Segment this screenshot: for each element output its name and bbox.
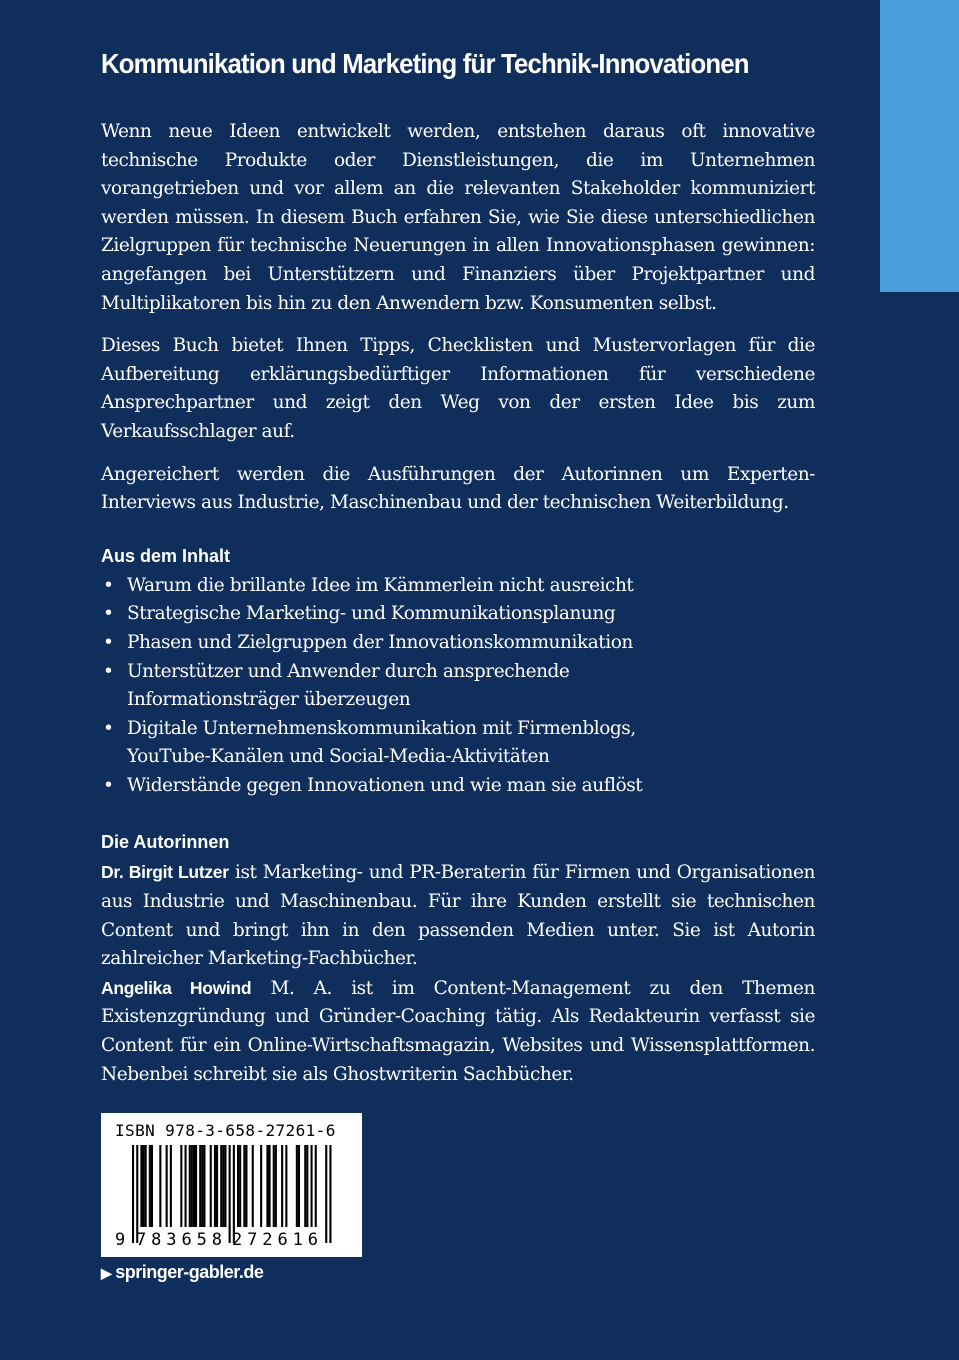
barcode-bar xyxy=(269,1145,271,1227)
barcode-bar xyxy=(329,1145,331,1243)
isbn-barcode xyxy=(101,1113,362,1257)
barcode-icon xyxy=(101,1113,362,1257)
barcode-bar xyxy=(170,1145,172,1227)
barcode-bar xyxy=(140,1145,142,1227)
barcode-bar xyxy=(233,1145,235,1243)
play-arrow-icon: ▶ xyxy=(101,1265,112,1281)
list-item-line: Phasen und Zielgruppen der Innovationskommunikation xyxy=(127,631,633,653)
barcode-bar xyxy=(237,1145,239,1227)
barcode-bar xyxy=(149,1145,151,1227)
barcode-bar xyxy=(229,1145,231,1243)
isbn-label: ISBN 978-3-658-27261-6 xyxy=(115,1121,336,1140)
barcode-bar xyxy=(191,1145,193,1227)
barcode-bar xyxy=(224,1145,226,1227)
authors-heading: Die Autorinnen xyxy=(101,832,230,853)
list-item xyxy=(101,772,815,801)
barcode-bar xyxy=(201,1145,203,1227)
barcode-bar xyxy=(285,1145,287,1227)
barcode-bar xyxy=(216,1145,218,1227)
bullet-icon: • xyxy=(103,631,114,653)
barcode-bar xyxy=(203,1145,205,1227)
barcode-bar xyxy=(239,1145,241,1227)
barcode-bar xyxy=(266,1145,268,1227)
contents-list xyxy=(101,572,815,801)
barcode-left-digits: 783658 xyxy=(136,1230,222,1250)
barcode-bar xyxy=(199,1145,201,1227)
author-bio-text: ist Marketing- und PR-Beraterin für Firmen und Organisationen aus Industrie und Maschinenbau. Für ihre Kunden erstellt sie technischen Content und bringt ihn in den passenden Medien unter. Sie ist Autorin zahlreicher Marketing-Fachbücher. xyxy=(101,862,815,970)
list-item-line: Unterstützer und Anwender durch ansprechende xyxy=(127,660,570,682)
contents-heading: Aus dem Inhalt xyxy=(101,545,231,566)
barcode-bar xyxy=(252,1145,254,1227)
barcode-bar xyxy=(193,1145,195,1227)
author-bio-howind xyxy=(101,974,815,1089)
back-cover-text xyxy=(101,40,815,1089)
barcode-bar xyxy=(260,1145,262,1227)
barcode-bar xyxy=(214,1145,216,1227)
bullet-icon: • xyxy=(103,774,114,796)
description-paragraph-2: Dieses Buch bietet Ihnen Tipps, Checklisten und Mustervorlagen für die Aufbereitung erklärungsbedürftiger Informationen für verschiedene Ansprechpartner und zeigt den Weg von der ersten Idee bis zum Verkaufsschlager auf. xyxy=(101,335,815,442)
barcode-bar xyxy=(275,1145,277,1227)
list-item xyxy=(101,600,815,629)
accent-strip xyxy=(880,0,959,292)
list-item xyxy=(101,572,815,601)
list-item-line: Strategische Marketing- und Kommunikationsplanung xyxy=(127,603,616,625)
list-item-line: Widerstände gegen Innovationen und wie man sie auflöst xyxy=(127,774,643,796)
author-name: Dr. Birgit Lutzer xyxy=(101,862,229,883)
barcode-bar xyxy=(304,1145,306,1227)
list-item-line: Warum die brillante Idee im Kämmerlein nicht ausreicht xyxy=(127,574,634,596)
barcode-first-digit: 9 xyxy=(115,1230,126,1250)
barcode-bar xyxy=(151,1145,153,1227)
list-item-line: YouTube-Kanälen und Social-Media-Aktivitäten xyxy=(127,746,550,768)
description-paragraph-3: Angereichert werden die Ausführungen der Autorinnen um Experten-Interviews aus Industrie, Maschinenbau und der technischen Weiterbildung. xyxy=(101,463,815,514)
author-bio-lutzer xyxy=(101,858,815,973)
barcode-bar xyxy=(222,1145,224,1227)
list-item xyxy=(101,629,815,658)
barcode-bar xyxy=(245,1145,247,1227)
list-item-line: Digitale Unternehmenskommunikation mit Firmenblogs, xyxy=(127,717,636,739)
list-item xyxy=(101,658,815,715)
barcode-bar xyxy=(210,1145,212,1227)
barcode-bar xyxy=(325,1145,327,1243)
barcode-bar xyxy=(273,1145,275,1227)
bullet-icon: • xyxy=(103,717,114,739)
barcode-bar xyxy=(220,1145,222,1227)
barcode-bar xyxy=(143,1145,145,1227)
barcode-bar xyxy=(132,1145,134,1243)
barcode-bar xyxy=(166,1145,168,1227)
list-item xyxy=(101,715,815,772)
barcode-bar xyxy=(189,1145,191,1227)
author-bio-text: M. A. ist im Content-Management zu den Themen Existenzgründung und Gründer-Coaching tätig. Als Redakteurin verfasst sie Content für ein Online-Wirtschaftsmagazin, Websites und Wissensplattformen. Nebenbei schreibt sie als Ghostwriterin Sachbücher. xyxy=(101,977,815,1085)
barcode-bar xyxy=(159,1145,161,1227)
barcode-bar xyxy=(195,1145,197,1227)
barcode-bar xyxy=(243,1145,245,1227)
book-title: Kommunikation und Marketing für Technik-Innovationen xyxy=(101,48,749,79)
barcode-bar xyxy=(296,1145,298,1227)
author-name: Angelika Howind xyxy=(101,977,252,998)
description-paragraph-1: Wenn neue Ideen entwickelt werden, entstehen daraus oft innovative technische Produkte oder Dienstleistungen, die im Unternehmen vorangetrieben und vor allem an die relevanten Stakeholder kommuniziert werden müssen. In diesem Buch erfahren Sie, wie Sie diese unterschiedlichen Zielgruppen für technische Neuerungen in allen Innovationsphasen gewinnen: angefangen bei Unterstützern und Finanziers über Projektpartner und Multiplikatoren bis hin zu den Anwendern bzw. Konsumenten selbst. xyxy=(101,121,815,314)
barcode-bar xyxy=(136,1145,138,1243)
bullet-icon: • xyxy=(103,603,114,625)
barcode-bar xyxy=(311,1145,313,1227)
publisher-link[interactable] xyxy=(101,1262,263,1283)
barcode-bar xyxy=(180,1145,182,1227)
publisher-url: springer-gabler.de xyxy=(115,1262,264,1282)
list-item-line: Informationsträger überzeugen xyxy=(127,689,411,711)
barcode-bar xyxy=(145,1145,147,1227)
barcode-bar xyxy=(185,1145,187,1227)
barcode-right-digits: 272616 xyxy=(232,1230,318,1250)
barcode-bar xyxy=(298,1145,300,1227)
bullet-icon: • xyxy=(103,660,114,682)
barcode-bar xyxy=(315,1145,317,1227)
barcode-bar xyxy=(281,1145,283,1227)
barcode-bar xyxy=(306,1145,308,1227)
bullet-icon: • xyxy=(103,574,114,596)
